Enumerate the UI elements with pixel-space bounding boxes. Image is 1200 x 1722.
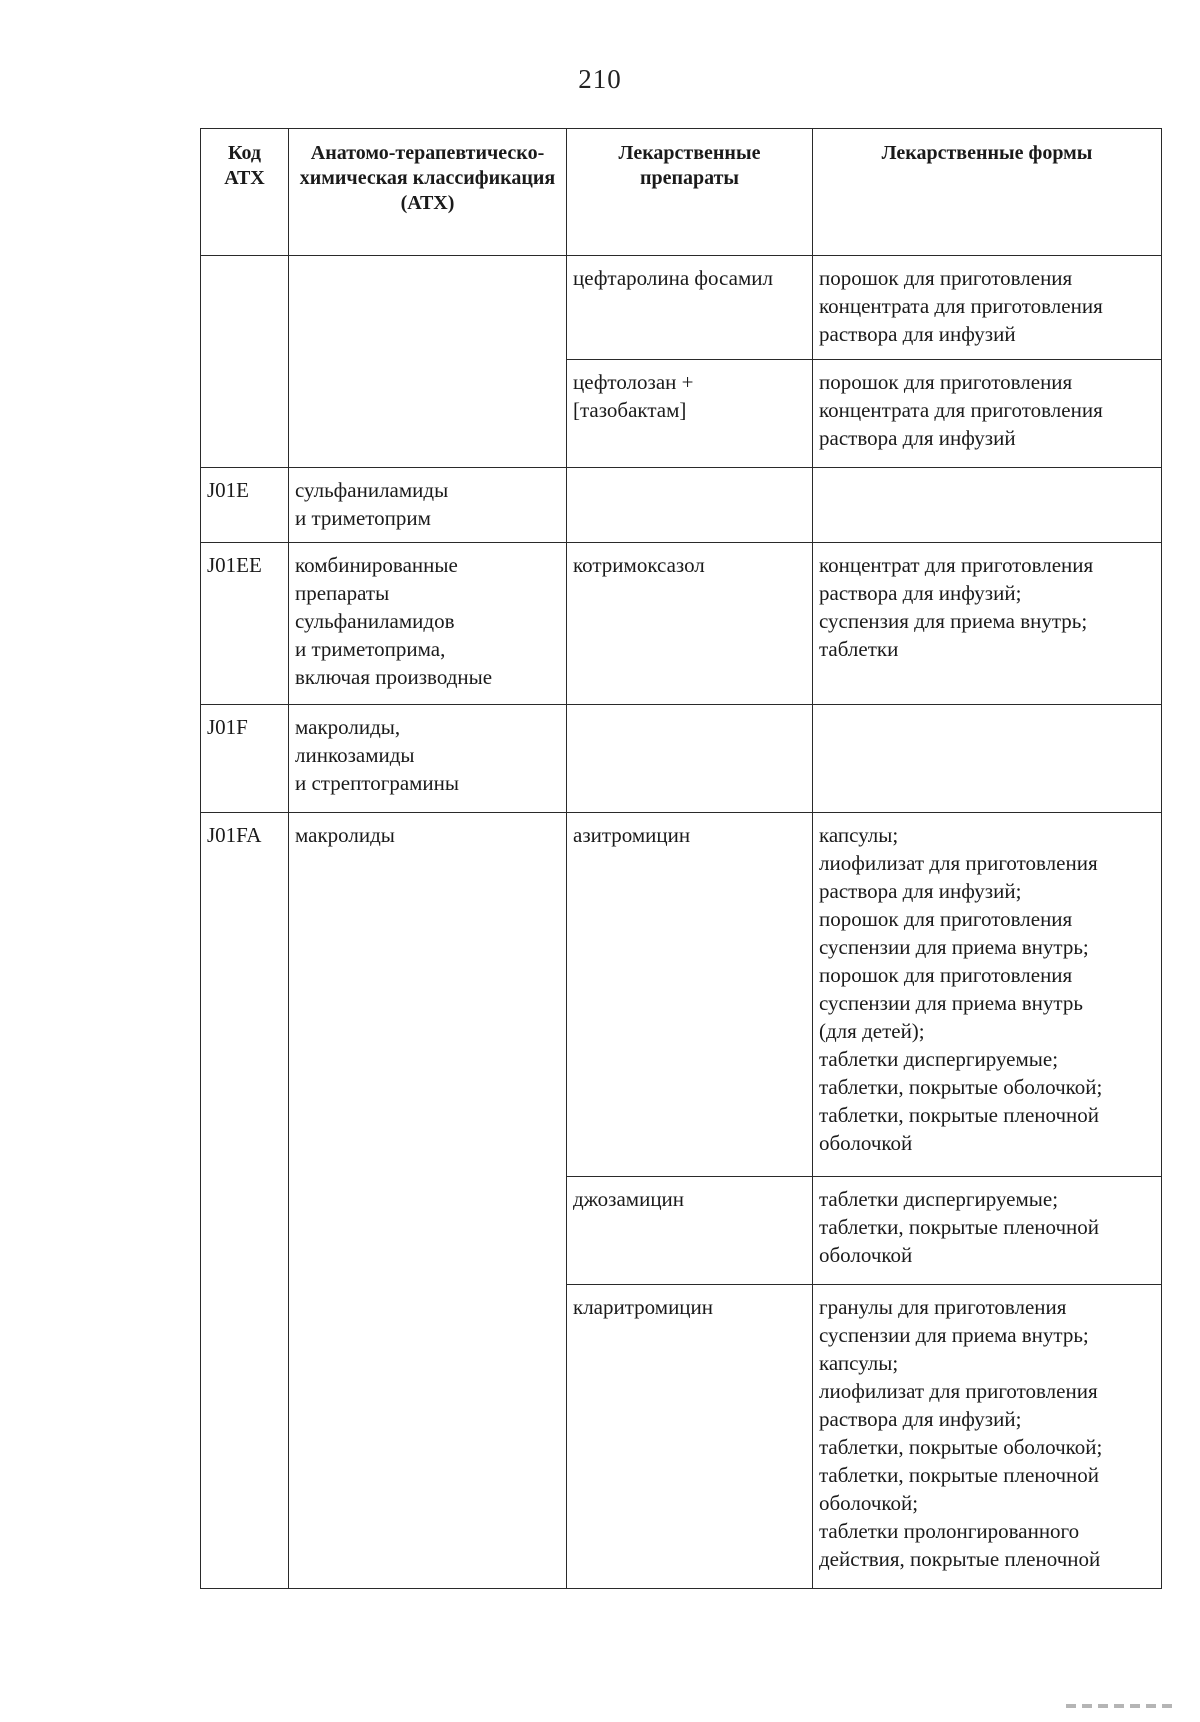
classification-line: препараты [295,581,390,605]
page-number: 210 [578,64,622,94]
drug-line: [тазобактам] [573,398,687,422]
form-line: оболочкой [819,1243,913,1267]
form-line: раствора для инфузий [819,322,1016,346]
form-line: оболочкой; [819,1491,919,1515]
form-line: раствора для инфузий; [819,879,1022,903]
form-line: раствора для инфузий; [819,1407,1022,1431]
drug-line: котримоксазол [573,553,705,577]
form-line: порошок для приготовления [819,370,1073,394]
classification-line: сульфаниламидов [295,609,455,633]
drug-line: цефтолозан + [573,370,694,394]
form-line: концентрата для приготовления [819,294,1103,318]
form-line: порошок для приготовления [819,266,1073,290]
table-row [201,705,1162,813]
form-line: таблетки диспергируемые; [819,1047,1059,1071]
form-line: таблетки диспергируемые; [819,1187,1059,1211]
drug-cell [567,360,813,468]
form-line: порошок для приготовления [819,963,1073,987]
classification-line: макролиды, [295,715,401,739]
form-line: (для детей); [819,1019,925,1043]
code-cell: J01EE [201,543,289,705]
classification-cell [289,813,567,1589]
drug-cell [567,543,813,705]
drug-cell [567,1285,813,1589]
scan-artifact-stroke [1066,1704,1176,1708]
form-line: суспензии для приема внутрь; [819,1323,1089,1347]
drug-line: кларитромицин [573,1295,714,1319]
forms-cell [813,1177,1162,1285]
form-line: таблетки, покрытые пленочной [819,1463,1100,1487]
forms-cell [813,1285,1162,1589]
table-row [201,543,1162,705]
form-line: концентрата для приготовления [819,398,1103,422]
classification-line: комбинированные [295,553,458,577]
table-header-row [201,129,1162,256]
forms-cell [813,360,1162,468]
classification-cell [289,468,567,543]
classification-cell [289,705,567,813]
atx-table [200,128,1162,1589]
code-cell [201,256,289,468]
form-line: раствора для инфузий [819,426,1016,450]
form-line: раствора для инфузий; [819,581,1022,605]
drug-line: азитромицин [573,823,691,847]
form-line: лиофилизат для приготовления [819,1379,1098,1403]
forms-cell [813,813,1162,1177]
forms-cell [813,468,1162,543]
form-line: гранулы для приготовления [819,1295,1067,1319]
header-classification: Анатомо-терапевтическо-химическая классификация (АТХ) [289,129,567,256]
classification-line: включая производные [295,665,493,689]
form-line: таблетки, покрытые оболочкой; [819,1435,1103,1459]
form-line: оболочкой [819,1131,913,1155]
drug-cell [567,813,813,1177]
drug-cell [567,1177,813,1285]
form-line: таблетки [819,637,899,661]
forms-cell [813,256,1162,360]
table-row [201,256,1162,360]
form-line: лиофилизат для приготовления [819,851,1098,875]
header-forms: Лекарственные формы [813,129,1162,256]
table-row [201,468,1162,543]
form-line: таблетки, покрытые пленочной [819,1103,1100,1127]
header-drugs: Лекарственные препараты [567,129,813,256]
form-line: капсулы; [819,1351,899,1375]
classification-line: линкозамиды [295,743,415,767]
form-line: действия, покрытые пленочной [819,1547,1101,1571]
drug-cell [567,705,813,813]
classification-line: и триметоприма, [295,637,446,661]
form-line: таблетки пролонгированного [819,1519,1080,1543]
form-line: суспензии для приема внутрь; [819,935,1089,959]
drug-cell [567,468,813,543]
drug-cell [567,256,813,360]
classification-line: сульфаниламиды [295,478,449,502]
form-line: порошок для приготовления [819,907,1073,931]
code-cell: J01FA [201,813,289,1589]
drug-line: цефтаролина фосамил [573,266,773,290]
form-line: таблетки, покрытые оболочкой; [819,1075,1103,1099]
classification-cell [289,256,567,468]
classification-line: макролиды [295,823,395,847]
form-line: суспензия для приема внутрь; [819,609,1088,633]
form-line: капсулы; [819,823,899,847]
header-code: Код АТХ [201,129,289,256]
classification-line: и триметоприм [295,506,431,530]
forms-cell [813,705,1162,813]
form-line: таблетки, покрытые пленочной [819,1215,1100,1239]
form-line: суспензии для приема внутрь [819,991,1083,1015]
form-line: концентрат для приготовления [819,553,1094,577]
code-cell: J01F [201,705,289,813]
code-cell: J01E [201,468,289,543]
table-row [201,813,1162,1177]
forms-cell [813,543,1162,705]
classification-line: и стрептограмины [295,771,460,795]
classification-cell [289,543,567,705]
drug-line: джозамицин [573,1187,685,1211]
